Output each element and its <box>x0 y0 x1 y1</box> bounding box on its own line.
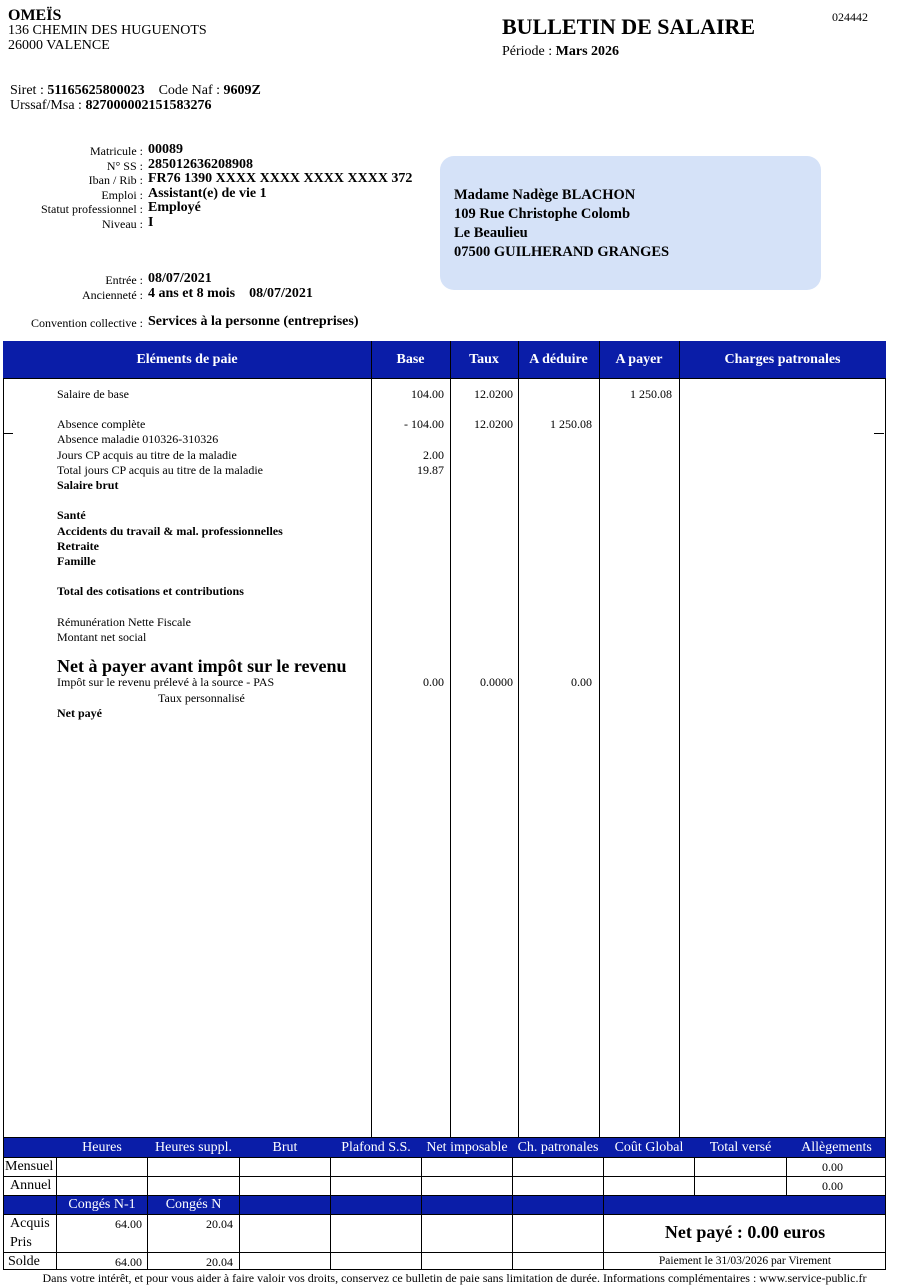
grid-line <box>3 1176 886 1177</box>
acquis-n1: 64.00 <box>115 1217 142 1231</box>
pris-label: Pris <box>10 1235 32 1250</box>
grid-line <box>330 1157 331 1269</box>
summary-header-net-imposable: Net imposable <box>422 1138 512 1157</box>
col-divider <box>599 341 600 1138</box>
row-label: Absence maladie 010326-310326 <box>57 432 219 446</box>
net-avant-impot-label: Net à payer avant impôt sur le revenu <box>57 656 347 676</box>
row-label: Salaire de base <box>57 387 129 401</box>
mensuel-allegements: 0.00 <box>822 1160 843 1174</box>
siret-label: Siret : <box>10 83 44 98</box>
convention-label: Convention collective : <box>31 316 143 330</box>
employee-values <box>148 143 412 230</box>
matricule-label: Matricule : <box>90 144 143 158</box>
grid-line <box>603 1157 604 1269</box>
mensuel-label: Mensuel <box>5 1159 54 1174</box>
grid-line <box>3 1252 886 1253</box>
net-paye-total: Net payé : 0.00 euros <box>664 1222 826 1242</box>
cell-base: 0.00 <box>423 675 444 689</box>
iban-value: FR76 1390 XXXX XXXX XXXX XXXX 372 <box>148 171 413 186</box>
row-label: Retraite <box>57 539 99 553</box>
row-label: Salaire brut <box>57 478 119 492</box>
anciennete-value: 4 ans et 8 mois <box>148 285 236 301</box>
grid-line <box>3 1138 4 1269</box>
grid-line <box>239 1157 240 1269</box>
periode-value: Mars 2026 <box>555 44 620 59</box>
row-label: Taux personnalisé <box>158 691 245 705</box>
matricule-value: 00089 <box>148 142 183 157</box>
grid-line <box>147 1157 148 1269</box>
ss-label: N° SS : <box>106 158 143 173</box>
annuel-allegements: 0.00 <box>822 1179 843 1193</box>
urssaf-value: 827000002151583276 <box>85 98 212 113</box>
grid-line <box>421 1157 422 1269</box>
recipient-name: Madame Nadège BLACHON <box>454 187 636 203</box>
row-label: Jours CP acquis au titre de la maladie <box>57 448 237 462</box>
employer-address2: 26000 VALENCE <box>8 38 110 53</box>
cell-a-deduire: 1 250.08 <box>550 417 592 431</box>
cell-taux: 12.0200 <box>474 417 513 431</box>
footer-notice: Dans votre intérêt, et pour vous aider à faire valoir vos droits, conservez ce bulletin de paie sans limitation de durée. Informations complémentaires : www.service-public.fr <box>42 1271 867 1285</box>
col-divider <box>518 341 519 1138</box>
summary-header-plafond: Plafond S.S. <box>331 1138 421 1157</box>
employer-address1: 136 CHEMIN DES HUGUENOTS <box>8 23 207 38</box>
document-number: 024442 <box>832 10 868 24</box>
summary-header-cout-global: Coût Global <box>604 1138 694 1157</box>
emploi-value: Assistant(e) de vie 1 <box>148 185 267 201</box>
grid-line <box>3 1195 886 1196</box>
grid-line <box>885 1138 886 1269</box>
summary-header-ch-patronales: Ch. patronales <box>513 1138 603 1157</box>
cell-taux: 0.0000 <box>480 675 513 689</box>
grid-line <box>3 1214 886 1215</box>
iban-label: Iban / Rib : <box>88 173 143 187</box>
pay-table-header <box>3 341 886 378</box>
row-label: Accidents du travail & mal. professionnelles <box>57 524 283 538</box>
header-a-deduire: A déduire <box>529 352 588 367</box>
recipient-city: 07500 GUILHERAND GRANGES <box>454 244 670 260</box>
conges-header-n1: Congés N-1 <box>57 1195 147 1214</box>
header-bottom-line <box>3 378 886 379</box>
periode-label: Période : <box>502 44 553 59</box>
urssaf-label: Urssaf/Msa : <box>10 98 82 113</box>
siret-value: 51165625800023 <box>47 83 145 98</box>
summary-header-allegements: Allègements <box>787 1138 886 1157</box>
cell-base: - 104.00 <box>404 417 444 431</box>
row-label: Net payé <box>57 706 102 720</box>
summary-header-heures: Heures <box>57 1138 147 1157</box>
grid-line <box>56 1157 57 1269</box>
summary-header-total-verse: Total versé <box>695 1138 786 1157</box>
cell-taux: 12.0200 <box>474 387 513 401</box>
periode <box>502 44 619 60</box>
row-label: Impôt sur le revenu prélevé à la source - PAS <box>57 675 275 689</box>
cell-base: 2.00 <box>423 448 444 462</box>
recipient-locality: Le Beaulieu <box>454 225 528 241</box>
header-a-payer: A payer <box>615 352 663 367</box>
row-label: Total jours CP acquis au titre de la maladie <box>57 463 263 477</box>
grid-line <box>512 1157 513 1269</box>
ss-value: 285012636208908 <box>148 156 253 172</box>
summary-header-heures-suppl: Heures suppl. <box>148 1138 239 1157</box>
row-label: Montant net social <box>57 630 147 644</box>
grid-line <box>694 1157 695 1195</box>
employer-name: OMEÏS <box>8 7 62 24</box>
row-label: Rémunération Nette Fiscale <box>57 615 191 629</box>
recipient-street: 109 Rue Christophe Colomb <box>454 206 631 222</box>
emploi-label: Emploi : <box>101 187 143 202</box>
grid-line <box>3 1157 886 1158</box>
entree-label: Entrée : <box>105 273 143 287</box>
niveau-value: I <box>148 214 154 230</box>
fold-mark <box>3 433 13 434</box>
solde-n: 20.04 <box>206 1255 233 1269</box>
recipient-address <box>454 186 669 262</box>
anciennete-label: Ancienneté : <box>82 287 143 302</box>
header-elements: Eléments de paie <box>136 352 238 367</box>
naf-label: Code Naf : <box>158 83 221 98</box>
cell-a-deduire: 0.00 <box>571 675 592 689</box>
summary-header-brut: Brut <box>240 1138 330 1157</box>
col-divider <box>679 341 680 1138</box>
anciennete-date: 08/07/2021 <box>249 285 313 301</box>
entree-value: 08/07/2021 <box>148 271 212 286</box>
header-charges: Charges patronales <box>724 352 841 367</box>
statut-value: Employé <box>148 200 201 215</box>
conges-header-n: Congés N <box>148 1195 239 1214</box>
convention-value: Services à la personne (entreprises) <box>148 314 359 329</box>
col-divider <box>450 341 451 1138</box>
row-label: Santé <box>57 508 86 522</box>
header-taux: Taux <box>469 352 499 367</box>
document-title: BULLETIN DE SALAIRE <box>502 14 756 39</box>
solde-label: Solde <box>8 1254 40 1269</box>
acquis-n: 20.04 <box>206 1217 233 1231</box>
employer-block <box>8 8 207 53</box>
cell-base: 104.00 <box>411 387 444 401</box>
solde-n1: 64.00 <box>115 1255 142 1269</box>
row-label: Absence complète <box>57 417 146 431</box>
cell-base: 19.87 <box>417 463 444 477</box>
fold-mark <box>874 433 884 434</box>
naf-value: 9609Z <box>223 83 261 98</box>
cell-a-payer: 1 250.08 <box>630 387 672 401</box>
acquis-label: Acquis <box>10 1216 50 1231</box>
employee-labels <box>0 144 143 231</box>
statut-label: Statut professionnel : <box>41 202 143 216</box>
employer-ids <box>10 83 261 113</box>
entry-values <box>148 272 313 301</box>
row-label: Famille <box>57 554 96 568</box>
header-base: Base <box>396 352 425 367</box>
niveau-label: Niveau : <box>102 216 143 231</box>
row-label: Total des cotisations et contributions <box>57 584 244 598</box>
paiement-info: Paiement le 31/03/2026 par Virement <box>658 1255 832 1267</box>
entry-labels <box>0 273 143 302</box>
annuel-label: Annuel <box>10 1178 52 1193</box>
